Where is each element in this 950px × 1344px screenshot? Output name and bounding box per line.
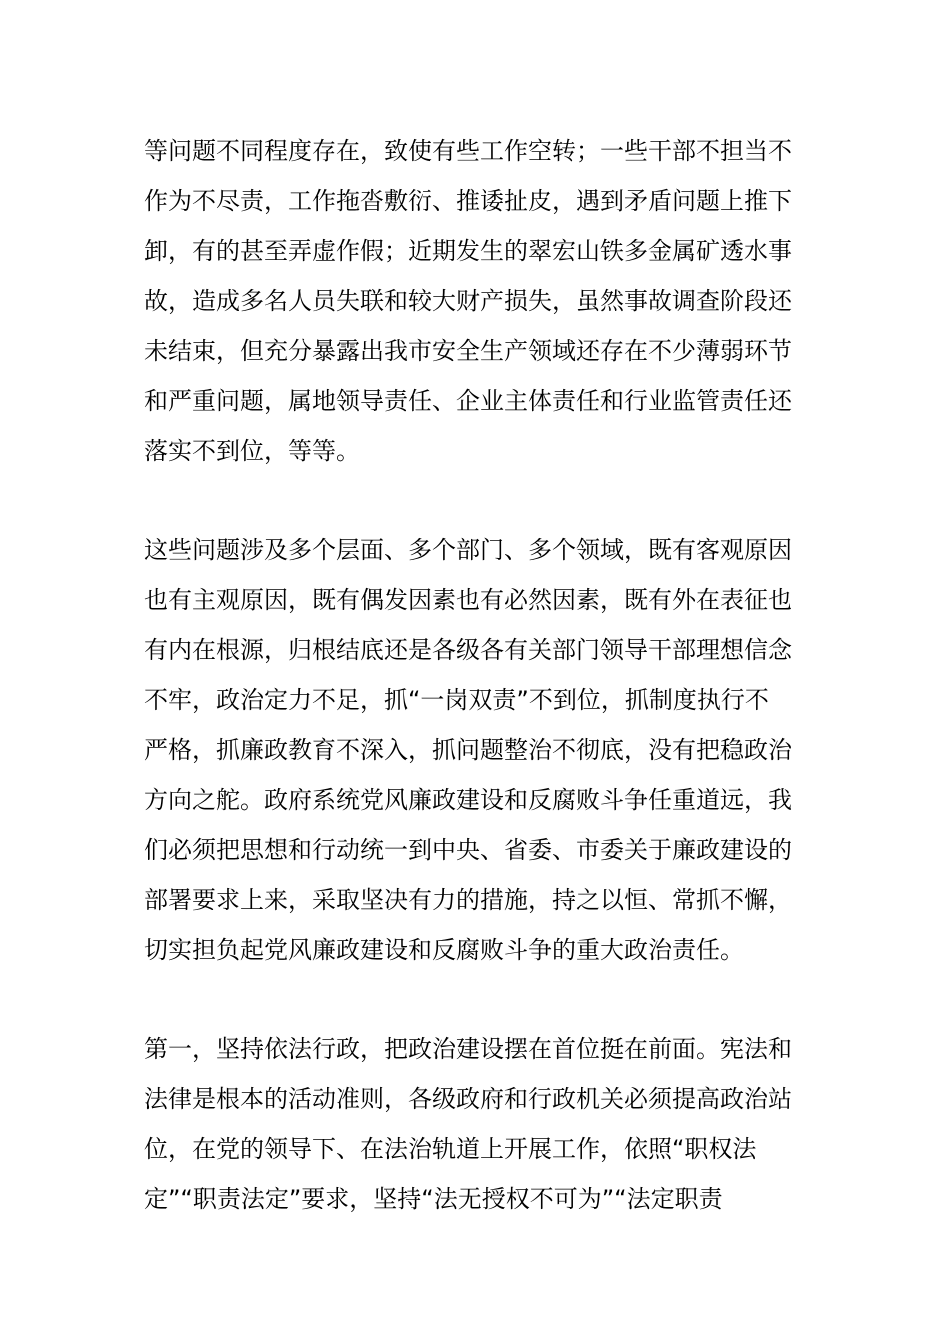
text-line: 方向之舵。政府系统党风廉政建设和反腐败斗争任重道远，我 — [144, 786, 792, 814]
text-line: 也有主观原因，既有偶发因素也有必然因素，既有外在表征也 — [144, 586, 792, 614]
text-line: 不牢，政治定力不足，抓“一岗双责”不到位，抓制度执行不 — [144, 686, 769, 714]
text-line: 们必须把思想和行动统一到中央、省委、市委关于廉政建设的 — [144, 836, 792, 864]
text-line: 法律是根本的活动准则，各级政府和行政机关必须提高政治站 — [144, 1085, 792, 1113]
text-line: 切实担负起党风廉政建设和反腐败斗争的重大政治责任。 — [144, 936, 744, 964]
text-line: 和严重问题，属地领导责任、企业主体责任和行业监管责任还 — [144, 387, 792, 415]
text-line: 未结束，但充分暴露出我市安全生产领域还存在不少薄弱环节 — [144, 337, 792, 365]
paragraph-2 — [144, 525, 810, 975]
paragraph-1 — [144, 126, 810, 476]
text-line: 作为不尽责，工作拖沓敷衍、推诿扯皮，遇到矛盾问题上推下 — [144, 187, 792, 215]
paragraph-spacer — [144, 476, 810, 525]
text-line: 这些问题涉及多个层面、多个部门、多个领域，既有客观原因 — [144, 536, 792, 564]
text-line: 有内在根源，归根结底还是各级各有关部门领导干部理想信念 — [144, 636, 792, 664]
text-line: 位，在党的领导下、在法治轨道上开展工作，依照“职权法 — [144, 1135, 757, 1163]
document-body — [144, 126, 810, 1224]
text-line: 故，造成多名人员失联和较大财产损失，虽然事故调查阶段还 — [144, 287, 792, 315]
paragraph-spacer — [144, 975, 810, 1024]
text-line: 卸，有的甚至弄虚作假；近期发生的翠宏山铁多金属矿透水事 — [144, 237, 792, 265]
text-line: 第一，坚持依法行政，把政治建设摆在首位挺在前面。宪法和 — [144, 1035, 792, 1063]
paragraph-3 — [144, 1024, 810, 1224]
text-line: 严格，抓廉政教育不深入，抓问题整治不彻底，没有把稳政治 — [144, 736, 792, 764]
text-line: 等问题不同程度存在，致使有些工作空转；一些干部不担当不 — [144, 137, 792, 165]
text-line: 定”“职责法定”要求，坚持“法无授权不可为”“法定职责 — [144, 1185, 723, 1213]
text-line: 落实不到位，等等。 — [144, 437, 360, 465]
text-line: 部署要求上来，采取坚决有力的措施，持之以恒、常抓不懈， — [144, 886, 792, 914]
